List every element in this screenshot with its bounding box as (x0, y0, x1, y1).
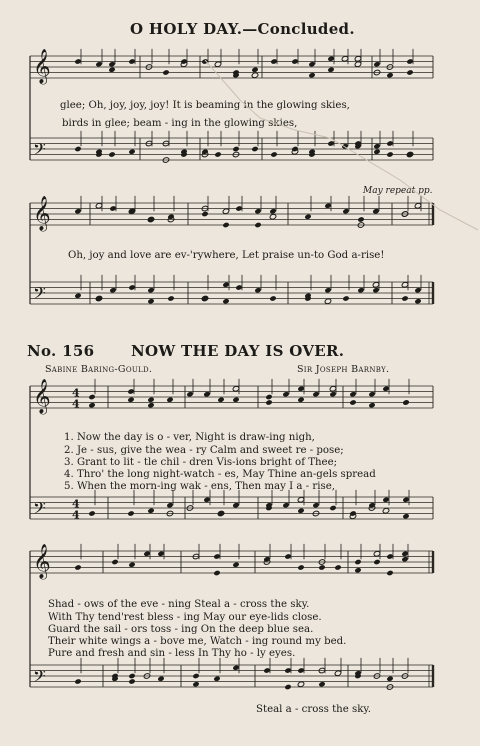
note-head (128, 284, 135, 290)
note-head (147, 402, 154, 408)
note-head (386, 140, 393, 146)
note-head (128, 149, 135, 155)
note-head (232, 146, 239, 152)
note-head (192, 673, 199, 679)
note-head (402, 513, 409, 519)
note-head (186, 391, 193, 397)
note-head (354, 567, 361, 573)
note-head (297, 508, 304, 514)
note-head (192, 681, 199, 687)
verse-3-line2: Guard the sail - ors toss - ing On the deep blue sea. (48, 624, 314, 635)
note-head (213, 553, 220, 559)
note-head (201, 211, 208, 217)
note-head (74, 58, 81, 64)
verse-1-line1: 1. Now the day is o - ver, Night is draw-ing nigh, (64, 432, 315, 443)
verse-4-line1: 4. Thro' the long night-watch - es, May Thine an-gels spread (64, 469, 376, 480)
note-head (357, 216, 364, 222)
note-head (414, 203, 421, 209)
note-head (386, 570, 393, 576)
bass-lyric: Steal a - cross the sky. (256, 704, 372, 715)
note-head (373, 61, 380, 67)
note-head (312, 391, 319, 397)
note-head (95, 203, 102, 209)
note-head (88, 402, 95, 408)
note-head (373, 551, 380, 557)
note-head (386, 151, 393, 157)
note-head (284, 553, 291, 559)
hymn-title: NOW THE DAY IS OVER. (131, 342, 345, 360)
s1-lyric-line2: birds in glee; beam - ing in the glowing skies, (62, 118, 298, 129)
note-head (74, 564, 81, 570)
note-head (318, 564, 325, 570)
note-head (327, 56, 334, 62)
note-head (213, 676, 220, 682)
note-head (108, 61, 115, 67)
note-head (74, 293, 81, 299)
note-head (143, 551, 150, 557)
note-head (373, 149, 380, 155)
note-head (386, 676, 393, 682)
note-head (269, 214, 276, 220)
note-head (414, 298, 421, 304)
note-head (147, 298, 154, 304)
treble-clef-icon: 𝄞 (33, 195, 51, 231)
note-head (222, 298, 229, 304)
time-signature: 4 (72, 397, 80, 411)
note-head (109, 287, 116, 293)
note-head (222, 222, 229, 228)
note-head (74, 146, 81, 152)
note-head (341, 56, 348, 62)
note-head (128, 562, 135, 568)
note-head (265, 394, 272, 400)
note-head (109, 205, 116, 211)
note-head (284, 684, 291, 690)
note-head (372, 282, 379, 288)
treble-clef-icon: 𝄞 (33, 378, 51, 414)
s2-lyric-line: Oh, joy and love are ev-'rywhere, Let praise un-to God a-rise! (68, 250, 385, 261)
treble-clef-icon: 𝄞 (33, 48, 51, 84)
note-head (222, 208, 229, 214)
note-head (329, 505, 336, 511)
note-head (372, 287, 379, 293)
note-head (232, 665, 239, 671)
note-head (167, 295, 174, 301)
note-head (95, 61, 102, 67)
note-head (203, 391, 210, 397)
time-signature: 4 (72, 386, 80, 400)
note-head (162, 69, 169, 75)
note-head (341, 143, 348, 149)
note-head (297, 497, 304, 503)
time-signature: 4 (72, 497, 80, 511)
note-head (265, 399, 272, 405)
note-head (232, 386, 239, 392)
note-head (269, 208, 276, 214)
note-head (373, 559, 380, 565)
note-head (342, 208, 349, 214)
note-head (297, 386, 304, 392)
note-head (334, 670, 341, 676)
note-head (254, 287, 261, 293)
note-head (269, 295, 276, 301)
note-head (251, 72, 258, 78)
time-signature: 4 (72, 508, 80, 522)
repeat-direction: May repeat pp. (363, 186, 433, 196)
note-head (327, 67, 334, 73)
note-head (235, 205, 242, 211)
note-head (74, 678, 81, 684)
note-head (111, 559, 118, 565)
note-head (297, 681, 304, 687)
note-head (232, 562, 239, 568)
note-head (297, 397, 304, 403)
note-head (349, 391, 356, 397)
note-head (297, 667, 304, 673)
note-head (201, 58, 208, 64)
note-head (406, 58, 413, 64)
note-head (251, 146, 258, 152)
note-head (349, 399, 356, 405)
note-head (147, 508, 154, 514)
note-head (88, 394, 95, 400)
note-head (312, 502, 319, 508)
note-head (354, 559, 361, 565)
note-head (342, 295, 349, 301)
note-head (282, 391, 289, 397)
note-head (386, 553, 393, 559)
note-head (308, 61, 315, 67)
bass-clef-icon: 𝄢 (33, 497, 46, 522)
bass-clef-icon: 𝄢 (33, 282, 46, 307)
note-head (74, 208, 81, 214)
note-head (406, 69, 413, 75)
note-head (108, 67, 115, 73)
note-head (166, 397, 173, 403)
note-head (217, 397, 224, 403)
note-head (334, 564, 341, 570)
s1-lyric-line1: glee; Oh, joy, joy, joy! It is beaming in the glowing skies, (60, 100, 350, 111)
note-head (157, 676, 164, 682)
note-head (235, 284, 242, 290)
verse-2-line1: 2. Je - sus, give the wea - ry Calm and sweet re - pose; (64, 445, 344, 456)
note-head (270, 58, 277, 64)
note-head (214, 61, 221, 67)
note-head (128, 58, 135, 64)
note-head (329, 391, 336, 397)
note-head (402, 399, 409, 405)
note-head (263, 667, 270, 673)
note-head (147, 397, 154, 403)
note-head (251, 67, 258, 73)
note-head (354, 61, 361, 67)
note-head (127, 510, 134, 516)
note-head (324, 287, 331, 293)
note-head (128, 678, 135, 684)
note-head (232, 397, 239, 403)
note-head (368, 391, 375, 397)
bass-clef-icon: 𝄢 (33, 138, 46, 163)
bass-clef-icon: 𝄢 (33, 665, 46, 690)
note-head (88, 510, 95, 516)
note-head (402, 497, 409, 503)
note-head (270, 151, 277, 157)
note-head (324, 298, 331, 304)
note-head (232, 502, 239, 508)
note-head (401, 556, 408, 562)
note-head (357, 287, 364, 293)
note-head (282, 502, 289, 508)
note-head (318, 681, 325, 687)
note-head (382, 386, 389, 392)
note-head (401, 551, 408, 557)
note-head (297, 564, 304, 570)
note-head (373, 143, 380, 149)
note-head (329, 386, 336, 392)
note-head (254, 222, 261, 228)
note-head (401, 295, 408, 301)
note-head (327, 140, 334, 146)
note-head (401, 282, 408, 288)
note-head (214, 151, 221, 157)
verse-4-line2: Their white wings a - bove me, Watch - ing round my bed. (48, 636, 347, 647)
note-head (222, 282, 229, 288)
note-head (386, 72, 393, 78)
treble-clef-icon: 𝄞 (33, 543, 51, 579)
note-head (127, 397, 134, 403)
note-head (108, 151, 115, 157)
note-head (324, 203, 331, 209)
verse-1-line2: Shad - ows of the eve - ning Steal a - cross the sky. (48, 599, 310, 610)
verse-3-line1: 3. Grant to lit - tle chil - dren Vis-ions bright of Thee; (64, 457, 338, 468)
note-head (147, 287, 154, 293)
composer: Sir Joseph Barnby. (297, 364, 390, 375)
note-head (291, 58, 298, 64)
note-head (414, 287, 421, 293)
verse-5-line1: 5. When the morn-ing wak - ens, Then may I a - rise, (64, 481, 335, 492)
note-head (127, 388, 134, 394)
note-head (203, 497, 210, 503)
note-head (157, 551, 164, 557)
note-head (372, 208, 379, 214)
note-head (368, 402, 375, 408)
note-head (166, 502, 173, 508)
note-head (213, 570, 220, 576)
note-head (304, 214, 311, 220)
verse-2-line2: With Thy tend'rest bless - ing May our eye-lids close. (48, 612, 322, 623)
lyricist: Sabine Baring-Gould. (45, 364, 153, 375)
note-head (284, 667, 291, 673)
note-head (254, 208, 261, 214)
note-head (128, 673, 135, 679)
note-head (382, 497, 389, 503)
note-head (354, 56, 361, 62)
note-head (308, 72, 315, 78)
section1-title: O HOLY DAY.—Concluded. (130, 20, 355, 38)
hymn-number: No. 156 (27, 342, 95, 360)
verse-5-line2: Pure and fresh and sin - less In Thy ho - ly eyes. (48, 648, 296, 659)
note-head (382, 508, 389, 514)
